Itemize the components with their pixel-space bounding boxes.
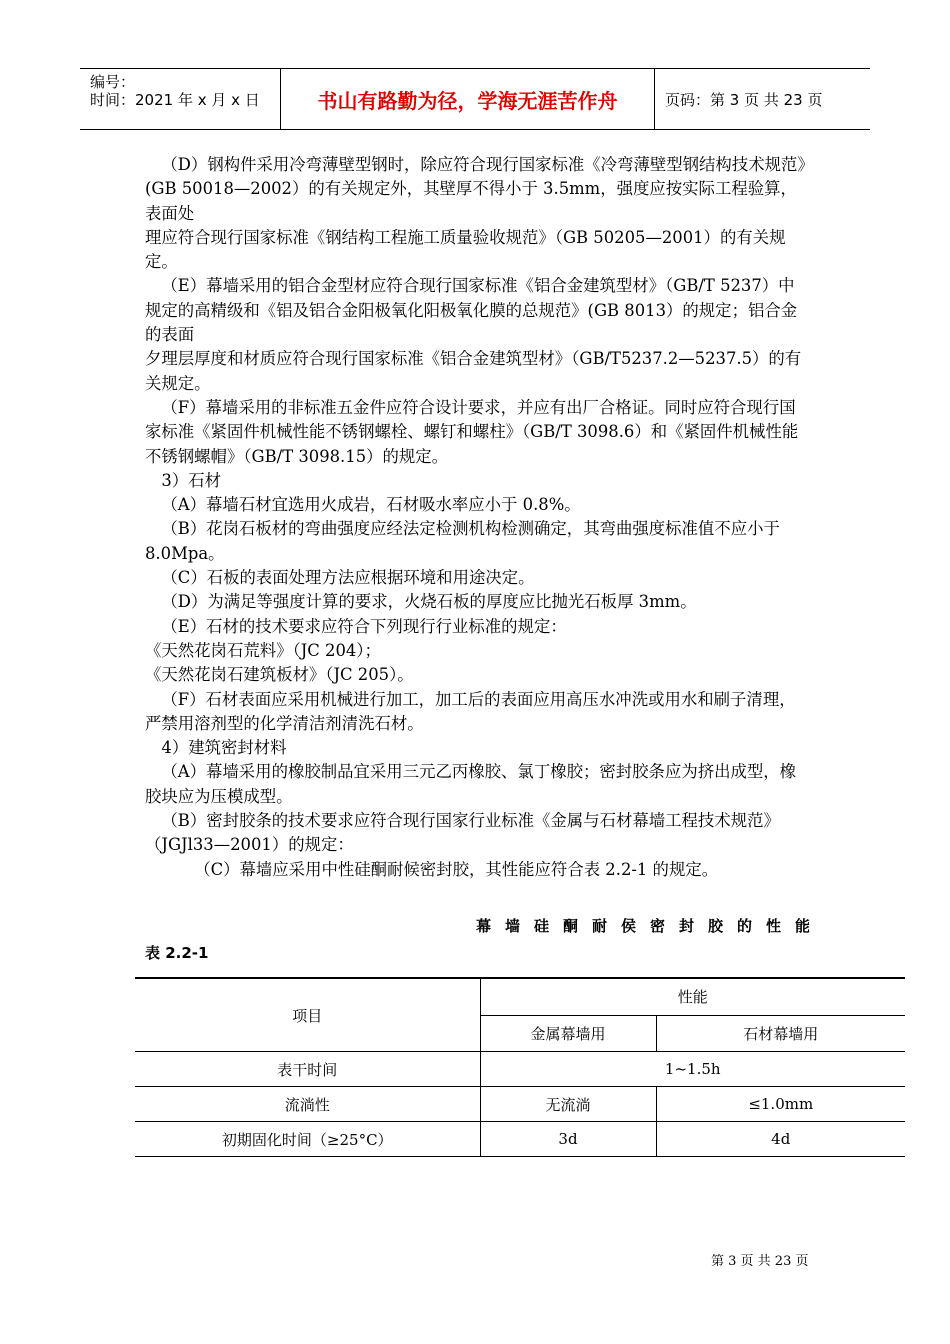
row-metal-value: 3d bbox=[480, 1122, 656, 1157]
row-item: 表干时间 bbox=[135, 1052, 480, 1087]
row-stone-value: ≤1.0mm bbox=[656, 1087, 905, 1122]
document-date: 时间：2021 年 x 月 x 日 bbox=[90, 91, 260, 109]
header-info bbox=[80, 69, 281, 129]
paragraph: （A）幕墙采用的橡胶制品宜采用三元乙丙橡胶、氯丁橡胶；密封胶条应为挤出成型，橡胶块应为压模成型。 bbox=[145, 762, 797, 806]
table-number: 表 2.2-1 bbox=[145, 944, 209, 962]
page-footer: 第 3 页 共 23 页 bbox=[711, 1254, 809, 1269]
paragraph: 《天然花岗石荒料》（JC 204）； bbox=[145, 640, 381, 660]
table-row bbox=[135, 1052, 905, 1087]
paragraph: （B）花岗石板材的弯曲强度应经法定检测机构检测确定，其弯曲强度标准值不应小于 8.0Mpa。 bbox=[145, 519, 780, 563]
paragraph: （D）钢构件采用冷弯薄壁型钢时，除应符合现行国家标准《冷弯薄壁型钢结构技术规范》(GB 50018—2002）的有关规定外，其壁厚不得小于 3.5mm，强度应按实际工程验算，表面处 bbox=[145, 155, 806, 223]
row-item: 流淌性 bbox=[135, 1087, 480, 1122]
table-title: 幕墙硅酮耐侯密封胶的性能 bbox=[475, 917, 824, 935]
row-stone-value: 4d bbox=[656, 1122, 905, 1157]
table-header-row bbox=[135, 978, 905, 1015]
sealant-performance-table bbox=[135, 977, 905, 1157]
paragraph: 夕理层厚度和材质应符合现行国家标准《铝合金建筑型材》（GB/T5237.2—5237.5）的有关规定。 bbox=[145, 349, 802, 393]
section-heading: 4）建筑密封材料 bbox=[161, 738, 287, 758]
section-heading: 3）石材 bbox=[161, 470, 221, 490]
paragraph: （C）幕墙应采用中性硅酮耐候密封胶，其性能应符合表 2.2-1 的规定。 bbox=[194, 859, 719, 879]
paragraph: 理应符合现行国家标准《钢结构工程施工质量验收规范》（GB 50205—2001）的有关规定。 bbox=[145, 227, 786, 272]
row-value: 1~1.5h bbox=[480, 1052, 905, 1087]
document-code-label: 编号： bbox=[90, 73, 136, 91]
table-row bbox=[135, 1087, 905, 1122]
header-performance: 性能 bbox=[480, 978, 905, 1015]
paragraph: （C）石板的表面处理方法应根据环境和用途决定。 bbox=[161, 568, 535, 588]
paragraph: （F）幕墙采用的非标准五金件应符合设计要求，并应有出厂合格证。同时应符合现行国家标准《紧固件机械性能不锈钢螺栓、螺钉和螺柱》（GB/T 3098.6）和《紧固件机械性能不锈钢螺帽》（GB/T 3098.15）的规定。 bbox=[145, 397, 799, 466]
page-header bbox=[80, 68, 870, 130]
paragraph: 《天然花岗石建筑板材》（JC 205）。 bbox=[145, 665, 414, 685]
row-item: 初期固化时间（≥25°C） bbox=[135, 1122, 480, 1157]
paragraph: （F）石材表面应采用机械进行加工，加工后的表面应用高压水冲洗或用水和刷子清理，严禁用溶剂型的化学清洁剂清洗石材。 bbox=[145, 689, 796, 733]
row-metal-value: 无流淌 bbox=[480, 1087, 656, 1122]
header-metal-curtain-wall: 金属幕墙用 bbox=[480, 1015, 656, 1051]
header-motto: 书山有路勤为径，学海无涯苦作舟 bbox=[281, 69, 655, 129]
paragraph: （E）幕墙采用的铝合金型材应符合现行国家标准《铝合金建筑型材》（GB/T 5237）中规定的高精级和《铝及铝合金阳极氧化阳极氧化膜的总规范》(GB 8013）的规定；铝合金的表面 bbox=[145, 276, 798, 345]
header-page-number: 页码：第 3 页 共 23 页 bbox=[665, 90, 823, 109]
paragraph: （E）石材的技术要求应符合下列现行行业标准的规定： bbox=[161, 616, 567, 636]
paragraph: （B）密封胶条的技术要求应符合现行国家行业标准《金属与石材幕墙工程技术规范》（JGJl33—2001）的规定： bbox=[145, 811, 780, 855]
table-row bbox=[135, 1122, 905, 1157]
table-caption bbox=[145, 915, 824, 963]
paragraph: （D）为满足等强度计算的要求，火烧石板的厚度应比抛光石板厚 3mm。 bbox=[161, 592, 697, 612]
header-item: 项目 bbox=[135, 978, 480, 1052]
paragraph: （A）幕墙石材宜选用火成岩，石材吸水率应小于 0.8%。 bbox=[161, 495, 581, 515]
header-stone-curtain-wall: 石材幕墙用 bbox=[656, 1015, 905, 1051]
document-body bbox=[145, 153, 810, 882]
